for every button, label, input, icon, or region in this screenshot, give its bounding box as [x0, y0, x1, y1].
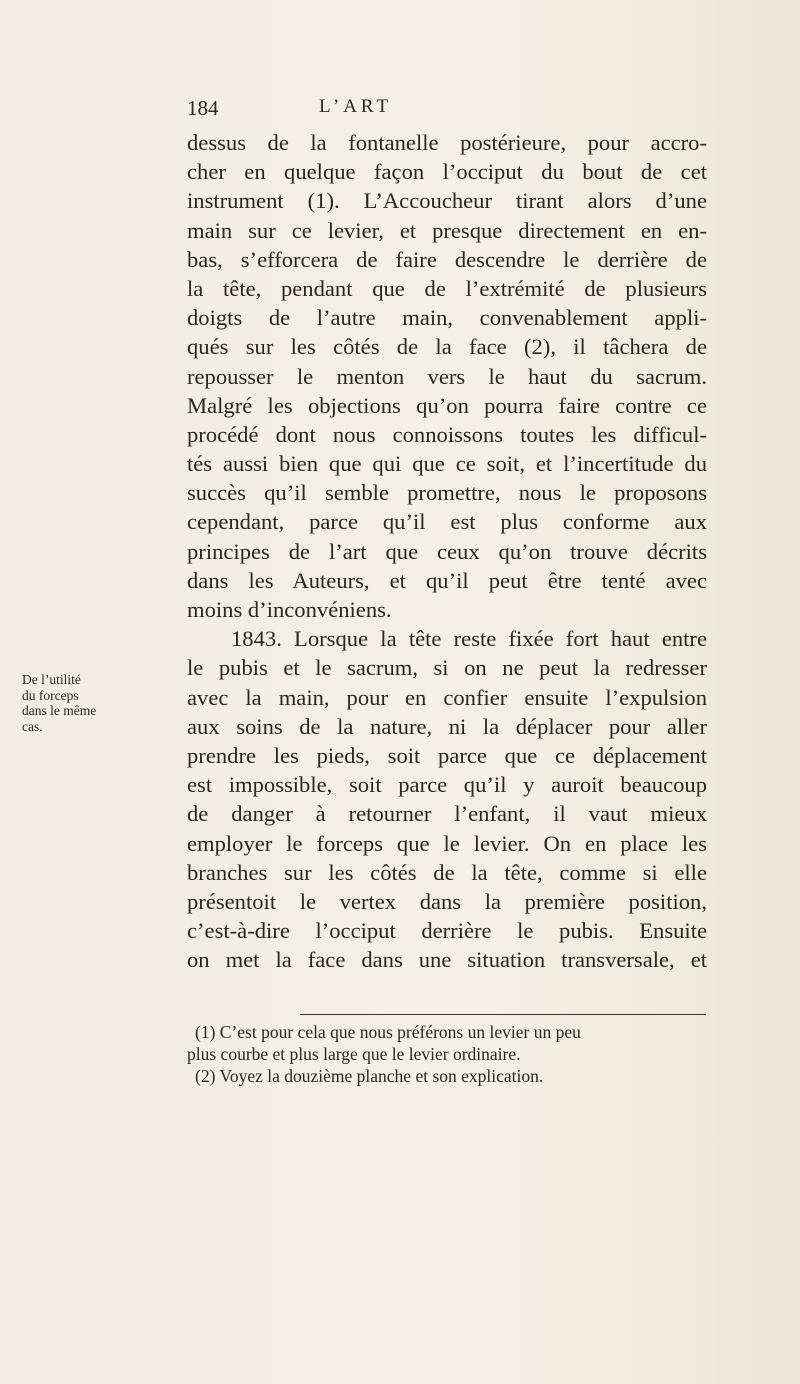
- text-line: employer le forceps que le levier. On en place les: [187, 830, 707, 856]
- text-line: main sur ce levier, et presque directement en en-: [187, 217, 707, 243]
- text-line: Malgré les objections qu’on pourra faire contre ce: [187, 392, 707, 418]
- text-line: doigts de l’autre main, convenablement appli-: [187, 305, 707, 331]
- text-line: principes de l’art que ceux qu’on trouve décrits: [187, 538, 707, 564]
- paragraph-number-line: 1843. Lorsque la tête reste fixée fort haut entre: [231, 626, 707, 652]
- main-text: [187, 128, 707, 974]
- text-line: repousser le menton vers le haut du sacrum.: [187, 363, 707, 389]
- page-header: [187, 96, 707, 126]
- text-line: le pubis et le sacrum, si on ne peut la redresser: [187, 655, 707, 681]
- margin-note-line: dans le même: [22, 703, 97, 718]
- text-line: qués sur les côtés de la face (2), il tâchera de: [187, 334, 707, 360]
- text-line: c’est-à-dire l’occiput derrière le pubis. Ensuite: [187, 918, 707, 944]
- footnote-rule: [300, 1014, 706, 1015]
- footnote-line: (1) C’est pour cela que nous préférons un levier un peu: [195, 1022, 581, 1042]
- footnotes: [187, 1021, 707, 1087]
- text-line: prendre les pieds, soit parce que ce déplacement: [187, 742, 707, 768]
- text-line: dans les Auteurs, et qu’il peut être tenté avec: [187, 567, 707, 593]
- margin-note-line: du forceps: [22, 687, 79, 703]
- text-line: bas, s’efforcera de faire descendre le derrière de: [187, 246, 707, 272]
- text-line: avec la main, pour en confier ensuite l’expulsion: [187, 684, 707, 710]
- text-line: branches sur les côtés de la tête, comme si elle: [187, 859, 707, 885]
- text-line: procédé dont nous connoissons toutes les difficul-: [187, 421, 707, 447]
- running-title: L’ART: [319, 96, 393, 117]
- paragraph-end-line: moins d’inconvéniens.: [187, 597, 392, 622]
- text-line: aux soins de la nature, ni la déplacer pour aller: [187, 713, 707, 739]
- text-line: succès qu’il semble promettre, nous le proposons: [187, 480, 707, 506]
- text-line: instrument (1). L’Accoucheur tirant alors d’une: [187, 188, 707, 214]
- page-number: 184: [187, 96, 219, 120]
- text-line: de danger à retourner l’enfant, il vaut mieux: [187, 801, 707, 827]
- footnote-line: (2) Voyez la douzième planche et son explication.: [195, 1066, 544, 1086]
- text-line: tés aussi bien que qui que ce soit, et l’incertitude du: [187, 451, 707, 477]
- text-line: dessus de la fontanelle postérieure, pour accro-: [187, 130, 707, 155]
- margin-note-line: cas.: [22, 718, 43, 734]
- margin-note-line: De l’utilité: [22, 672, 81, 687]
- text-line: on met la face dans une situation transversale, et: [187, 947, 707, 973]
- text-line: est impossible, soit parce qu’il y auroit beaucoup: [187, 772, 707, 798]
- text-line: cependant, parce qu’il est plus conforme aux: [187, 509, 707, 535]
- text-line: la tête, pendant que de l’extrémité de plusieurs: [187, 275, 707, 301]
- footnote-line: plus courbe et plus large que le levier ordinaire.: [187, 1044, 521, 1064]
- text-line: cher en quelque façon l’occiput du bout de cet: [187, 159, 707, 185]
- text-line: présentoit le vertex dans la première position,: [187, 888, 707, 914]
- margin-note: [22, 672, 97, 734]
